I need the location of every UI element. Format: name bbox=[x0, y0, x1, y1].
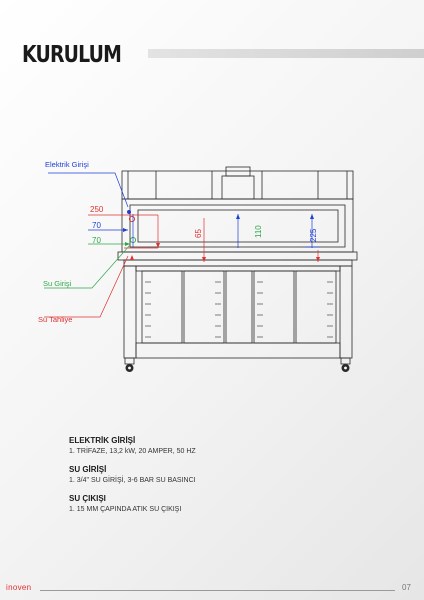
footer-divider bbox=[40, 590, 395, 591]
machine-chimney bbox=[226, 167, 250, 176]
electric-inlet-point bbox=[127, 210, 131, 214]
dim-70-bottom: 70 bbox=[92, 236, 101, 245]
spec-line: 1. TRİFAZE, 13,2 kW, 20 AMPER, 50 HZ bbox=[69, 448, 196, 455]
spec-electric bbox=[69, 436, 196, 455]
title-decorative-bar bbox=[148, 49, 424, 58]
callout-electric-inlet: Elektrik Girişi bbox=[45, 160, 89, 169]
dim-225: 225 bbox=[309, 228, 318, 242]
spec-water-inlet bbox=[69, 465, 196, 484]
spec-heading: SU GİRİŞİ bbox=[69, 465, 107, 474]
spec-line: 1. 3/4" SU GİRİŞİ, 3-6 BAR SU BASINCI bbox=[69, 477, 196, 484]
dim-70-top: 70 bbox=[92, 221, 101, 230]
page-number: 07 bbox=[402, 583, 411, 592]
spec-line: 1. 15 MM ÇAPINDA ATIK SU ÇIKIŞI bbox=[69, 506, 182, 513]
dim-65: 65 bbox=[194, 229, 203, 238]
spec-heading: SU ÇIKIŞI bbox=[69, 494, 106, 503]
dim-250: 250 bbox=[90, 205, 104, 214]
callout-water-inlet: Su Girişi bbox=[43, 279, 72, 288]
installation-drawing bbox=[0, 150, 424, 390]
page-title: KURULUM bbox=[22, 42, 122, 68]
callout-drain: Su Tahliye bbox=[38, 315, 73, 324]
spec-list bbox=[69, 436, 196, 523]
spec-heading: ELEKTRİK GİRİŞİ bbox=[69, 436, 136, 445]
spec-water-outlet bbox=[69, 494, 196, 513]
brand-logo: inoven bbox=[6, 583, 32, 592]
dim-110: 110 bbox=[254, 225, 263, 238]
electric-leader bbox=[48, 173, 128, 207]
